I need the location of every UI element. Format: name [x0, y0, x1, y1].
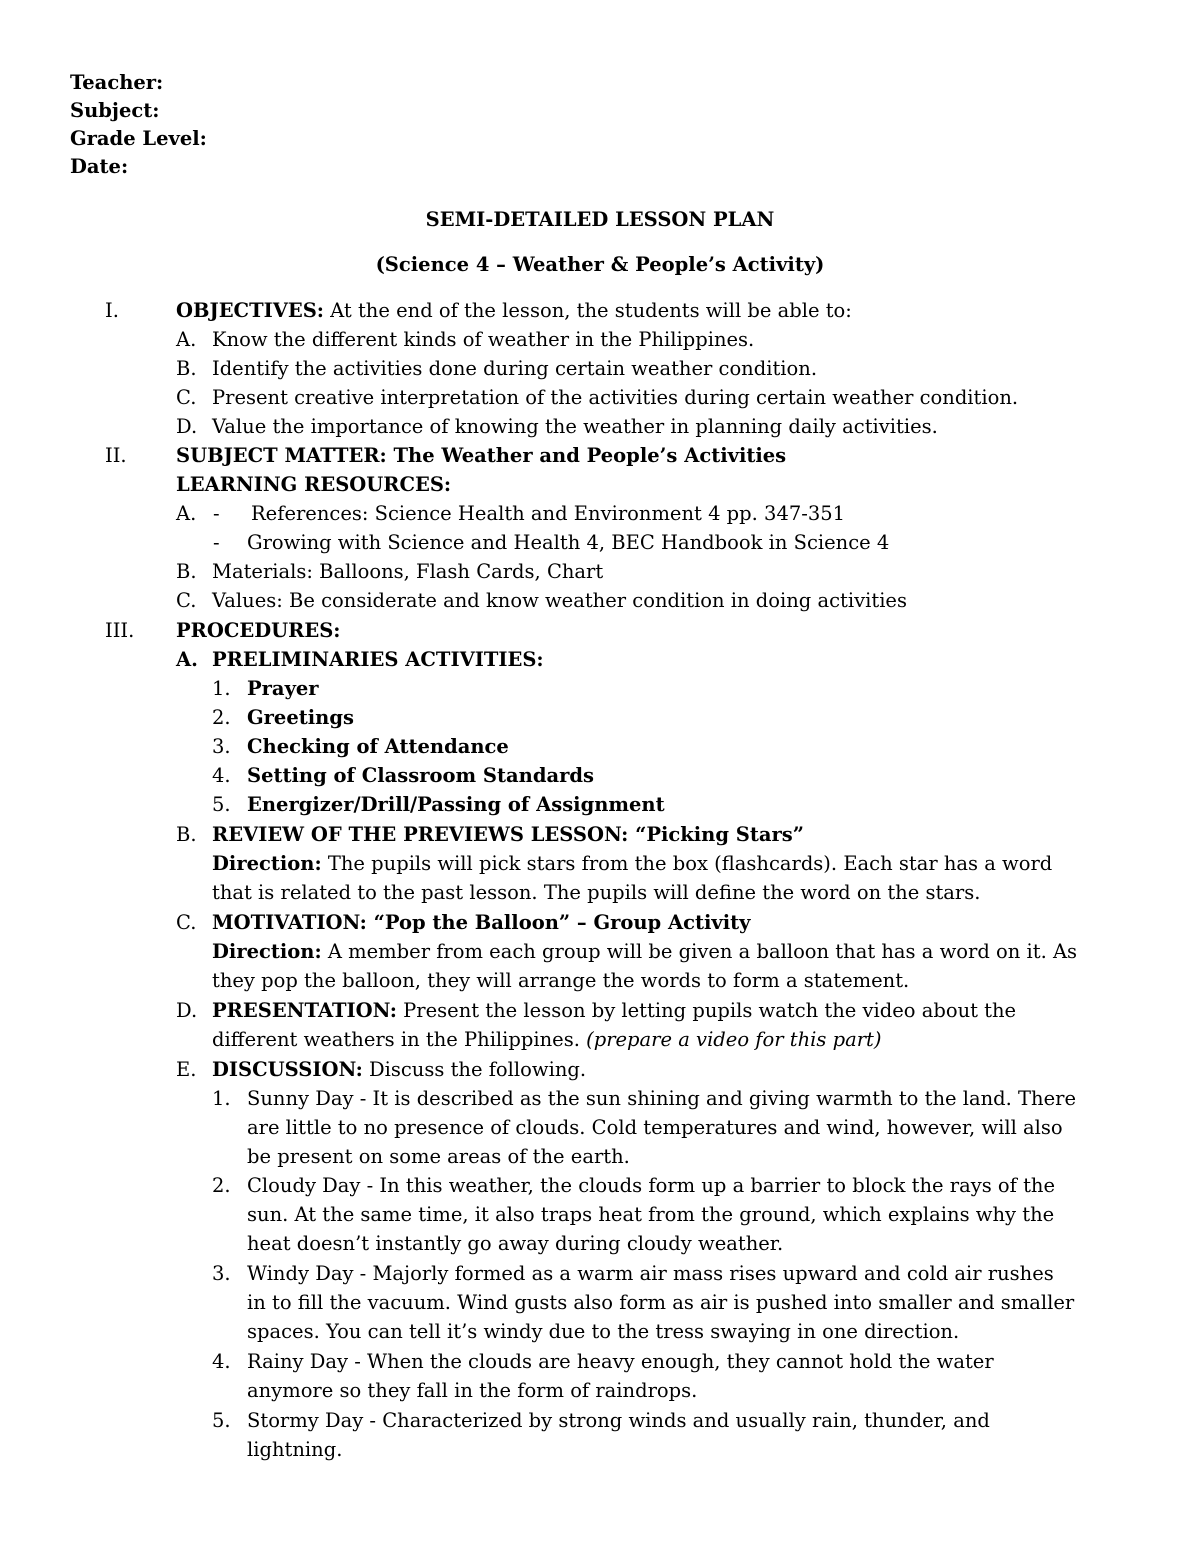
- section-number: II.: [105, 444, 127, 467]
- list-item-letter: A.: [176, 502, 197, 525]
- dash-bullet: -: [213, 531, 220, 554]
- document-title: SEMI-DETAILED LESSON PLAN: [425, 208, 775, 231]
- preliminaries-heading: PRELIMINARIES ACTIVITIES:: [212, 648, 544, 671]
- materials-line: Materials: Balloons, Flash Cards, Chart: [212, 560, 604, 583]
- teacher-label: Teacher:: [70, 71, 164, 94]
- preliminary-item: Energizer/Drill/Passing of Assignment: [247, 793, 665, 816]
- discussion-text: Rainy Day - When the clouds are heavy enough, they cannot hold the water: [247, 1350, 994, 1373]
- discussion-text: be present on some areas of the earth.: [247, 1145, 630, 1168]
- list-item-letter: B.: [176, 823, 197, 846]
- list-item-number: 4.: [212, 764, 231, 787]
- procedures-heading: PROCEDURES:: [176, 619, 341, 642]
- discussion-text: Sunny Day - It is described as the sun shining and giving warmth to the land. There: [247, 1087, 1077, 1110]
- list-item-letter: E.: [176, 1058, 197, 1081]
- list-item-number: 3.: [212, 1262, 231, 1285]
- objective-item: Identify the activities done during certain weather condition.: [212, 357, 818, 380]
- list-item-letter: B.: [176, 357, 197, 380]
- discussion-text: Windy Day - Majorly formed as a warm air mass rises upward and cold air rushes: [247, 1262, 1054, 1285]
- list-item-number: 5.: [212, 1409, 231, 1432]
- list-item-number: 1.: [212, 677, 231, 700]
- preliminary-item: Prayer: [247, 677, 319, 700]
- subject-label: Subject:: [70, 99, 160, 122]
- section-number: I.: [105, 299, 119, 322]
- discussion-text: in to fill the vacuum. Wind gusts also form as air is pushed into smaller and smaller: [247, 1291, 1075, 1314]
- list-item-letter: A.: [176, 648, 198, 671]
- review-direction-cont: that is related to the past lesson. The pupils will define the word on the stars.: [212, 881, 981, 904]
- list-item-number: 2.: [212, 706, 231, 729]
- preliminary-item: Greetings: [247, 706, 354, 729]
- list-item-letter: D.: [176, 999, 198, 1022]
- reference-line: References: Science Health and Environment 4 pp. 347-351: [251, 502, 846, 525]
- document-subtitle: (Science 4 – Weather & People’s Activity): [375, 253, 825, 276]
- motivation-heading: MOTIVATION: “Pop the Balloon” – Group Activity: [212, 911, 751, 934]
- reference-line: Growing with Science and Health 4, BEC Handbook in Science 4: [247, 531, 890, 554]
- list-item-letter: C.: [176, 589, 197, 612]
- review-heading: REVIEW OF THE PREVIEWS LESSON: “Picking Stars”: [212, 823, 804, 846]
- section-number: III.: [105, 619, 135, 642]
- discussion-text: Cloudy Day - In this weather, the clouds form up a barrier to block the rays of the: [247, 1174, 1056, 1197]
- presentation-heading: PRESENTATION: Present the lesson by letting pupils watch the video about the: [212, 999, 1017, 1022]
- objective-item: Value the importance of knowing the weather in planning daily activities.: [212, 415, 938, 438]
- motivation-direction-cont: they pop the balloon, they will arrange the words to form a statement.: [212, 969, 910, 992]
- discussion-heading: DISCUSSION: Discuss the following.: [212, 1058, 587, 1081]
- discussion-text: heat doesn’t instantly go away during cloudy weather.: [247, 1232, 784, 1255]
- list-item-letter: C.: [176, 386, 197, 409]
- list-item-number: 5.: [212, 793, 231, 816]
- list-item-letter: C.: [176, 911, 197, 934]
- presentation-note: (prepare a video for this part): [586, 1028, 882, 1051]
- list-item-letter: D.: [176, 415, 198, 438]
- objective-item: Know the different kinds of weather in the Philippines.: [212, 328, 755, 351]
- list-item-number: 2.: [212, 1174, 231, 1197]
- list-item-letter: B.: [176, 560, 197, 583]
- grade-level-label: Grade Level:: [70, 127, 207, 150]
- preliminary-item: Checking of Attendance: [247, 735, 509, 758]
- objective-item: Present creative interpretation of the activities during certain weather condition.: [212, 386, 1019, 409]
- discussion-text: are little to no presence of clouds. Cold temperatures and wind, however, will also: [247, 1116, 1063, 1139]
- learning-resources-heading: LEARNING RESOURCES:: [176, 473, 452, 496]
- discussion-text: Stormy Day - Characterized by strong winds and usually rain, thunder, and: [247, 1409, 990, 1432]
- dash-bullet: -: [213, 502, 220, 525]
- preliminary-item: Setting of Classroom Standards: [247, 764, 594, 787]
- list-item-number: 4.: [212, 1350, 231, 1373]
- review-direction: Direction: The pupils will pick stars from the box (flashcards). Each star has a word: [212, 852, 1053, 875]
- motivation-direction: Direction: A member from each group will be given a balloon that has a word on it. As: [212, 940, 1078, 963]
- discussion-text: anymore so they fall in the form of raindrops.: [247, 1379, 698, 1402]
- list-item-number: 1.: [212, 1087, 231, 1110]
- values-line: Values: Be considerate and know weather condition in doing activities: [212, 589, 907, 612]
- list-item-number: 3.: [212, 735, 231, 758]
- presentation-cont: different weathers in the Philippines. (prepare a video for this part): [212, 1028, 882, 1051]
- discussion-text: spaces. You can tell it’s windy due to the tress swaying in one direction.: [247, 1320, 960, 1343]
- discussion-text: lightning.: [247, 1438, 343, 1461]
- subject-matter-heading: SUBJECT MATTER: The Weather and People’s Activities: [176, 444, 787, 467]
- objectives-heading: OBJECTIVES: At the end of the lesson, the students will be able to:: [176, 299, 852, 322]
- discussion-text: sun. At the same time, it also traps heat from the ground, which explains why the: [247, 1203, 1055, 1226]
- date-label: Date:: [70, 155, 129, 178]
- list-item-letter: A.: [176, 328, 197, 351]
